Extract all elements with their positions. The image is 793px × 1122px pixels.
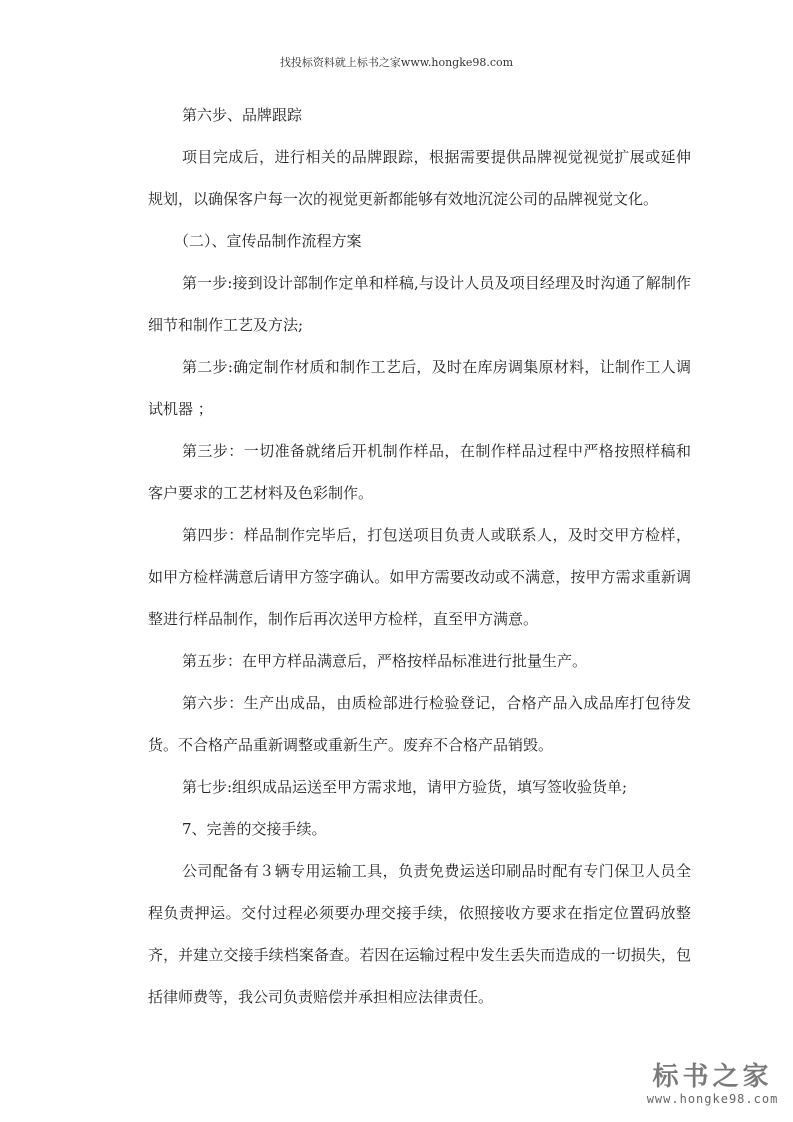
paragraph: 第五步：在甲方样品满意后，严格按样品标准进行批量生产。: [182, 652, 588, 670]
paragraph: 第四步：样品制作完毕后，打包送项目负责人或联系人，及时交甲方检样，如甲方检样满意后请甲方签字确认。如甲方需要改动或不满意，按甲方需求重新调整进行样品制作，制作后再次送甲方检样，直至甲方满意。: [148, 526, 691, 628]
section-heading: 7、完善的交接手续。: [182, 820, 327, 838]
document-body: [148, 94, 691, 1018]
paragraph: 第六步：生产出成品，由质检部进行检验登记，合格产品入成品库打包待发货。不合格产品重新调整或重新生产。废弃不合格产品销毁。: [148, 694, 691, 754]
watermark-logo: [640, 1062, 785, 1106]
logo-name: 标书之家: [652, 1062, 773, 1092]
paragraph: 公司配备有３辆专用运输工具，负责免费运送印刷品时配有专门保卫人员全程负责押运。交付过程必须要办理交接手续，依照接收方要求在指定位置码放整齐，并建立交接手续档案备查。若因在运输过程中发生丢失而造成的一切损失，包括律师费等，我公司负责赔偿并承担相应法律责任。: [148, 862, 691, 1006]
paragraph: 项目完成后，进行相关的品牌跟踪，根据需要提供品牌视觉视觉扩展或延伸规划，以确保客户每一次的视觉更新都能够有效地沉淀公司的品牌视觉文化。: [148, 148, 691, 208]
paragraph: 第二步:确定制作材质和制作工艺后，及时在库房调集原材料，让制作工人调试机器 ；: [148, 358, 691, 418]
logo-url: www.hongke98.com: [646, 1092, 779, 1106]
paragraph: 第三步：一切准备就绪后开机制作样品，在制作样品过程中严格按照样稿和客户要求的工艺材料及色彩制作。: [148, 442, 691, 502]
paragraph: 第六步、品牌跟踪: [182, 106, 303, 124]
section-heading: （二）、宣传品制作流程方案: [174, 232, 362, 250]
paragraph: 第七步:组织成品运送至甲方需求地，请甲方验货，填写签收验货单;: [182, 778, 628, 796]
paragraph: 第一步:接到设计部制作定单和样稿,与设计人员及项目经理及时沟通了解制作细节和制作工艺及方法;: [148, 274, 691, 334]
page-header: 找投标资料就上标书之家www.hongke98.com: [279, 56, 514, 69]
